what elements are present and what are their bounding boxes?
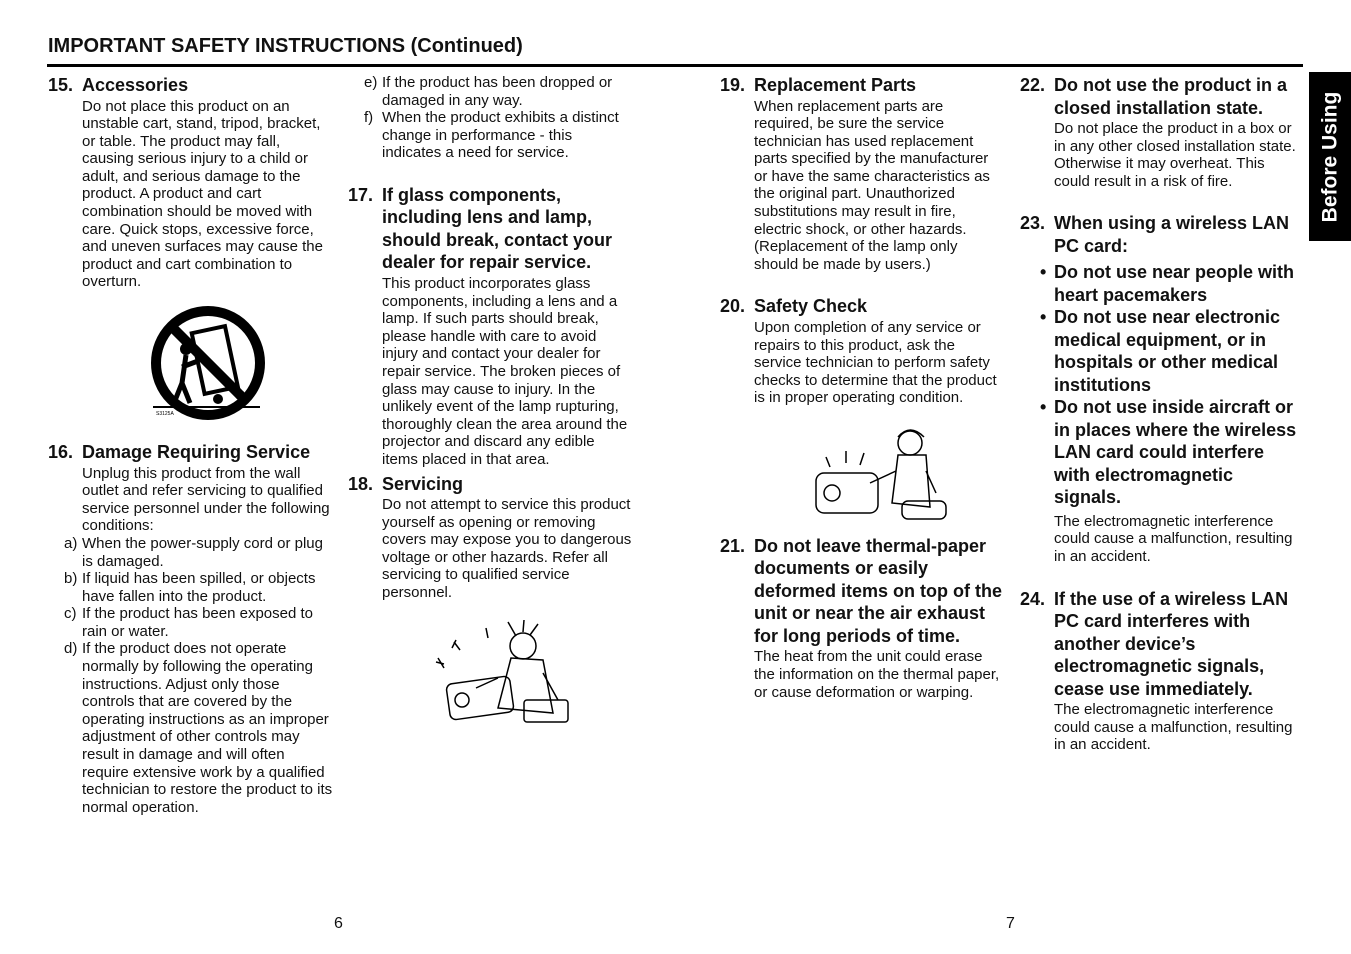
section-body: Upon completion of any service or repairs to this product, ask the service technician to perform safety checks to determine that the product is in proper operating condition. [754,318,997,407]
section-tab [1309,72,1351,241]
section-body: The electromagnetic interference could cause a malfunction, resulting in an accident. [1054,512,1293,566]
section-21 [720,535,1005,701]
list-text: When the power-supply cord or plug is damaged. [82,534,323,570]
list-marker: e) [364,74,378,91]
section-heading: If glass components, including lens and lamp, should break, contact your dealer for repair service. [382,184,613,273]
section-body: Do not place the product in a box or in any other closed installation state. Otherwise it may overheat. This could result in a risk of fire. [1054,120,1296,190]
list-marker: b) [64,570,78,588]
condition-list [48,535,333,817]
section-number: 20. [720,296,746,317]
list-text: If the product has been exposed to rain or water. [82,605,313,640]
condition-list-continued [348,74,633,162]
section-heading: Safety Check [754,296,868,317]
section-heading: Damage Requiring Service [82,442,311,463]
figure-code: S3125A [156,411,174,418]
section-tab-label: Before Using [1318,91,1341,222]
list-item [64,570,333,605]
section-22 [1020,74,1300,190]
section-body: Unplug this product from the wall outlet and refer servicing to qualified service personnel under the following conditions: [82,464,330,535]
section-body: This product incorporates glass components, including a lens and a lamp. If such parts should break, please handle with care to avoid injury and contact your dealer for repair service. The broken pieces of glass may cause to injury. In the unlikely event of the lamp rupturing, thoroughly clean the area around the projector and discard any edible items placed in that area. [382,274,628,468]
section-number: 23. [1020,213,1046,234]
list-marker: d) [64,640,78,658]
list-item [1020,306,1300,396]
section-23 [1020,212,1300,257]
technician-figure [348,618,633,738]
section-number: 18. [348,473,374,494]
section-heading: Do not leave thermal-paper documents or easily deformed items on top of the unit or near the air exhaust for long periods of time. [754,535,1003,646]
section-heading: If the use of a wireless LAN PC card interferes with another device’s electromagnetic signals, cease use immediately. [1054,588,1289,699]
list-text: Do not use inside aircraft or in places where the wireless LAN card could interfere with electromagnetic signals. [1054,397,1297,508]
section-number: 16. [48,442,74,463]
column-2 [348,74,633,738]
list-text: Do not use near electronic medical equipment, or in hospitals or other medical institutions [1054,307,1281,395]
list-item [64,640,333,816]
page-title: IMPORTANT SAFETY INSTRUCTIONS (Continued) [48,35,523,57]
section-17 [348,184,633,469]
section-heading: Servicing [382,473,464,494]
section-number: 21. [720,535,746,556]
list-marker: c) [64,605,77,623]
section-body: Do not attempt to service this product yourself as opening or removing covers may expose you to dangerous voltage or other hazards. Refer all servicing to qualified service personnel. [382,496,632,601]
section-16 [48,441,333,535]
list-text: If the product has been dropped or damaged in any way. [382,74,613,109]
bullet-icon: • [1040,262,1047,283]
section-15 [48,74,333,291]
section-number: 19. [720,75,746,95]
technician-inspection-icon [720,421,1005,531]
section-number: 15. [48,75,74,95]
section-24 [1020,588,1300,754]
bullet-icon: • [1040,397,1047,418]
section-number: 22. [1020,75,1046,95]
section-number: 17. [348,184,374,205]
section-body: When replacement parts are required, be sure the service technician has used replacement parts specified by the manufacturer or have the same characteristics as the original part. Unauthorized substitutions may result in fire, electric shock, or other hazards. [754,97,990,238]
section-heading: Do not use the product in a closed installation state. [1054,75,1287,118]
section-heading: Replacement Parts [754,75,917,95]
list-item [1020,261,1300,306]
section-body: The heat from the unit could erase the information on the thermal paper, or cause deformation or warping. [754,648,1000,701]
technician-repair-icon [348,618,633,738]
list-item [64,535,333,570]
list-marker: a) [64,534,78,552]
cart-tipover-icon [48,291,333,441]
list-text: Do not use near people with heart pacemakers [1054,262,1295,305]
page-number-right: 7 [1006,915,1015,932]
section-20 [720,295,1005,406]
list-item [1020,396,1300,509]
section-18 [348,473,633,602]
list-item [364,109,633,162]
section-body: The electromagnetic interference could cause a malfunction, resulting in an accident. [1054,701,1293,754]
list-item [64,605,333,640]
section-heading: Accessories [82,75,189,95]
title-rule [47,64,1303,67]
cart-warning-figure [48,291,333,441]
bullet-list [1020,261,1300,509]
inspection-figure [720,421,1005,531]
list-marker: f) [364,109,374,127]
column-4 [1020,74,1300,754]
list-item [364,74,633,109]
section-23-body [1020,513,1300,566]
bullet-icon: • [1040,307,1047,328]
section-number: 24. [1020,588,1046,609]
list-text: When the product exhibits a distinct change in performance - this indicates a need for service. [382,109,619,162]
section-note: (Replacement of the lamp only should be made by users.) [754,238,958,273]
list-text: If liquid has been spilled, or objects have fallen into the product. [82,570,316,605]
page-number-left: 6 [334,915,343,932]
section-body: Do not place this product on an unstable cart, stand, tripod, bracket, or table. The product may fall, causing serious injury to a child or adult, and serious damage to the product. A product and cart combination should be moved with care. Quick stops, excessive force, and uneven surfaces may cause the product and cart combination to overturn. [82,97,323,291]
list-text: If the product does not operate normally by following the operating instructions. Adjust only those controls that are covered by the operating instructions as an improper adjustment of other controls may result in damage and will often require extensive work by a qualified technician to restore the product to its normal operation. [82,640,333,816]
column-3 [720,74,1005,701]
section-19 [720,74,1005,273]
column-1 [48,74,333,816]
section-heading: When using a wireless LAN PC card: [1054,213,1290,256]
